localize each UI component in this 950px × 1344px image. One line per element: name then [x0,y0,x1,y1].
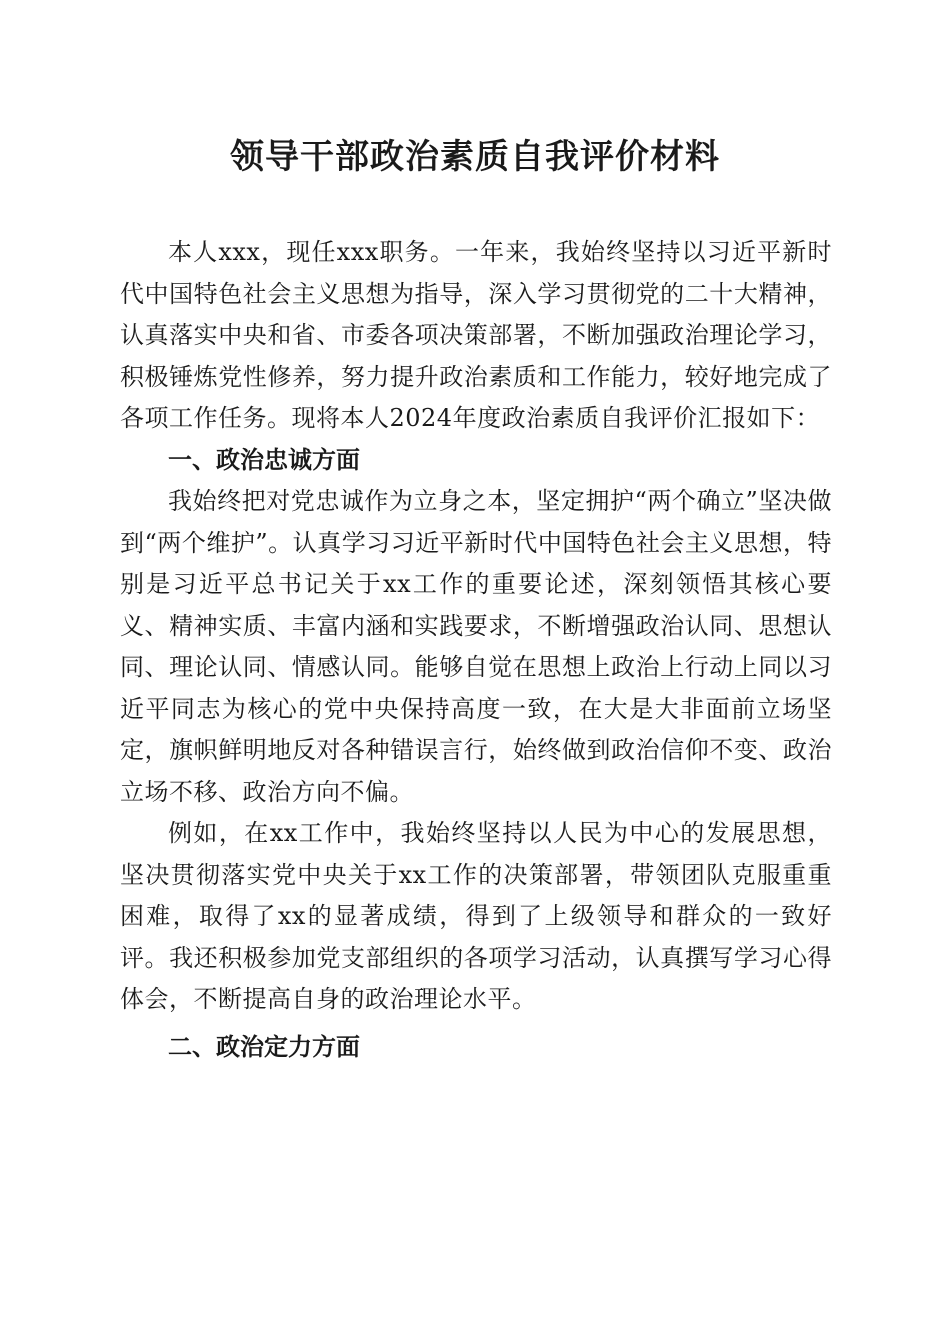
section-heading-political-loyalty: 一、政治忠诚方面 [168,445,360,474]
example-paragraph: 例如，在xx工作中，我始终坚持以人民为中心的发展思想，坚决贯彻落实党中央关于xx工作的决策部署，带领团队克服重重困难，取得了xx的显著成绩，得到了上级领导和群众的一致好评。我还积极参加党支部组织的各项学习活动，认真撰写学习心得体会，不断提高自身的政治理论水平。 [120,819,832,1013]
loyalty-paragraph: 我始终把对党忠诚作为立身之本，坚定拥护“两个确立”坚决做到“两个维护”。认真学习习近平新时代中国特色社会主义思想，特别是习近平总书记关于xx工作的重要论述，深刻领悟其核心要义、精神实质、丰富内涵和实践要求，不断增强政治认同、思想认同、理论认同、情感认同。能够自觉在思想上政治上行动上同以习近平同志为核心的党中央保持高度一致，在大是大非面前立场坚定，旗帜鲜明地反对各种错误言行，始终做到政治信仰不变、政治立场不移、政治方向不偏。 [120,487,832,806]
document-body [120,232,832,1068]
intro-paragraph: 本人xxx，现任xxx职务。一年来，我始终坚持以习近平新时代中国特色社会主义思想为指导，深入学习贯彻党的二十大精神，认真落实中央和省、市委各项决策部署，不断加强政治理论学习，积极锤炼党性修养，努力提升政治素质和工作能力，较好地完成了各项工作任务。现将本人2024年度政治素质自我评价汇报如下： [120,238,832,432]
section-heading-political-steadfastness: 二、政治定力方面 [168,1032,360,1061]
document-title: 领导干部政治素质自我评价材料 [230,137,720,177]
